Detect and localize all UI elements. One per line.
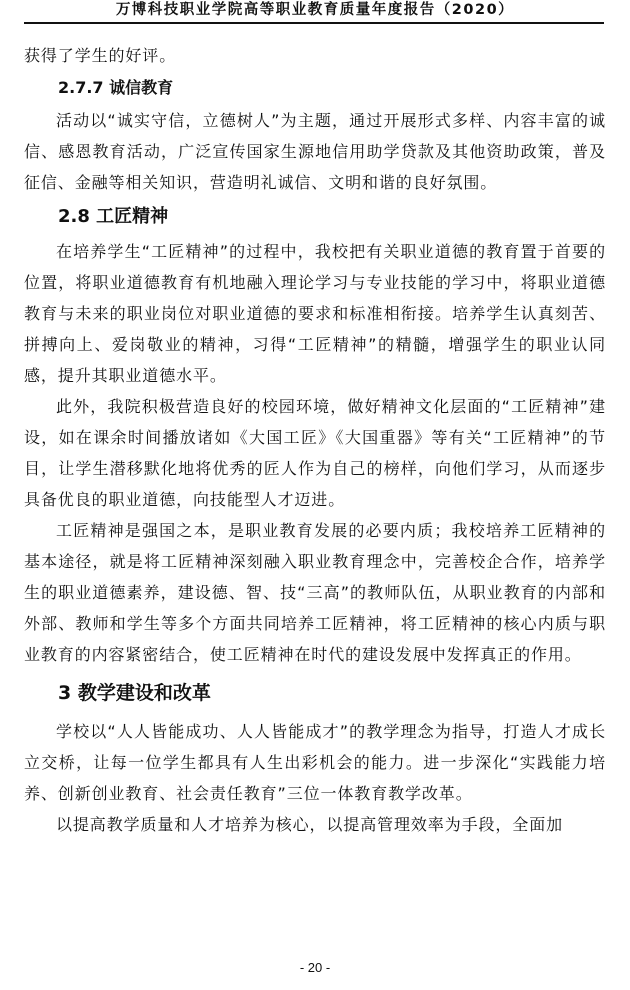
- paragraph-teaching-2: 以提高教学质量和人才培养为核心，以提高管理效率为手段，全面加: [56, 815, 564, 834]
- chapter-heading-teaching: 3 教学建设和改革: [58, 682, 211, 704]
- page-number: - 20 -: [299, 960, 331, 975]
- paragraph-craftsman-2: 此外，我院积极营造良好的校园环境，做好精神文化层面的“工匠精神”建设，如在课余时间播放诸如《大国工匠》《大国重器》等有关“工匠精神”的节目，让学生潜移默化地将优秀的匠人作为自己的榜样，向他们学习，从而逐步具备优良的职业道德，向技能型人才迈进。: [24, 397, 606, 509]
- paragraph-craftsman-1: 在培养学生“工匠精神”的过程中，我校把有关职业道德的教育置于首要的位置，将职业道德教育有机地融入理论学习与专业技能的学习中，将职业道德教育与未来的职业岗位对职业道德的要求和标准相衔接。培养学生认真刻苦、拼搏向上、爱岗敬业的精神，习得“工匠精神”的精髓，增强学生的职业认同感，提升其职业道德水平。: [24, 242, 606, 385]
- header-rule: [24, 22, 604, 24]
- section-heading-craftsman: 2.8 工匠精神: [58, 206, 169, 227]
- paragraph-continuation: 获得了学生的好评。: [24, 46, 177, 65]
- document-body: [24, 40, 606, 840]
- running-header: 万博科技职业学院高等职业教育质量年度报告（2020）: [115, 2, 515, 18]
- paragraph-craftsman-3: 工匠精神是强国之本，是职业教育发展的必要内质；我校培养工匠精神的基本途径，就是将工匠精神深刻融入职业教育理念中，完善校企合作，培养学生的职业道德素养，建设德、智、技“三高”的教师队伍，从职业教育的内部和外部、教师和学生等多个方面共同培养工匠精神，将工匠精神的核心内质与职业教育的内容紧密结合，使工匠精神在时代的建设发展中发挥真正的作用。: [24, 521, 606, 664]
- paragraph-integrity: 活动以“诚实守信，立德树人”为主题，通过开展形式多样、内容丰富的诚信、感恩教育活动，广泛宣传国家生源地信用助学贷款及其他资助政策，普及征信、金融等相关知识，营造明礼诚信、文明和谐的良好氛围。: [24, 111, 606, 192]
- subsection-heading-integrity: 2.7.7 诚信教育: [58, 78, 174, 97]
- paragraph-teaching-1: 学校以“人人皆能成功、人人皆能成才”的教学理念为指导，打造人才成长立交桥，让每一位学生都具有人生出彩机会的能力。进一步深化“实践能力培养、创新创业教育、社会责任教育”三位一体教育教学改革。: [24, 722, 606, 803]
